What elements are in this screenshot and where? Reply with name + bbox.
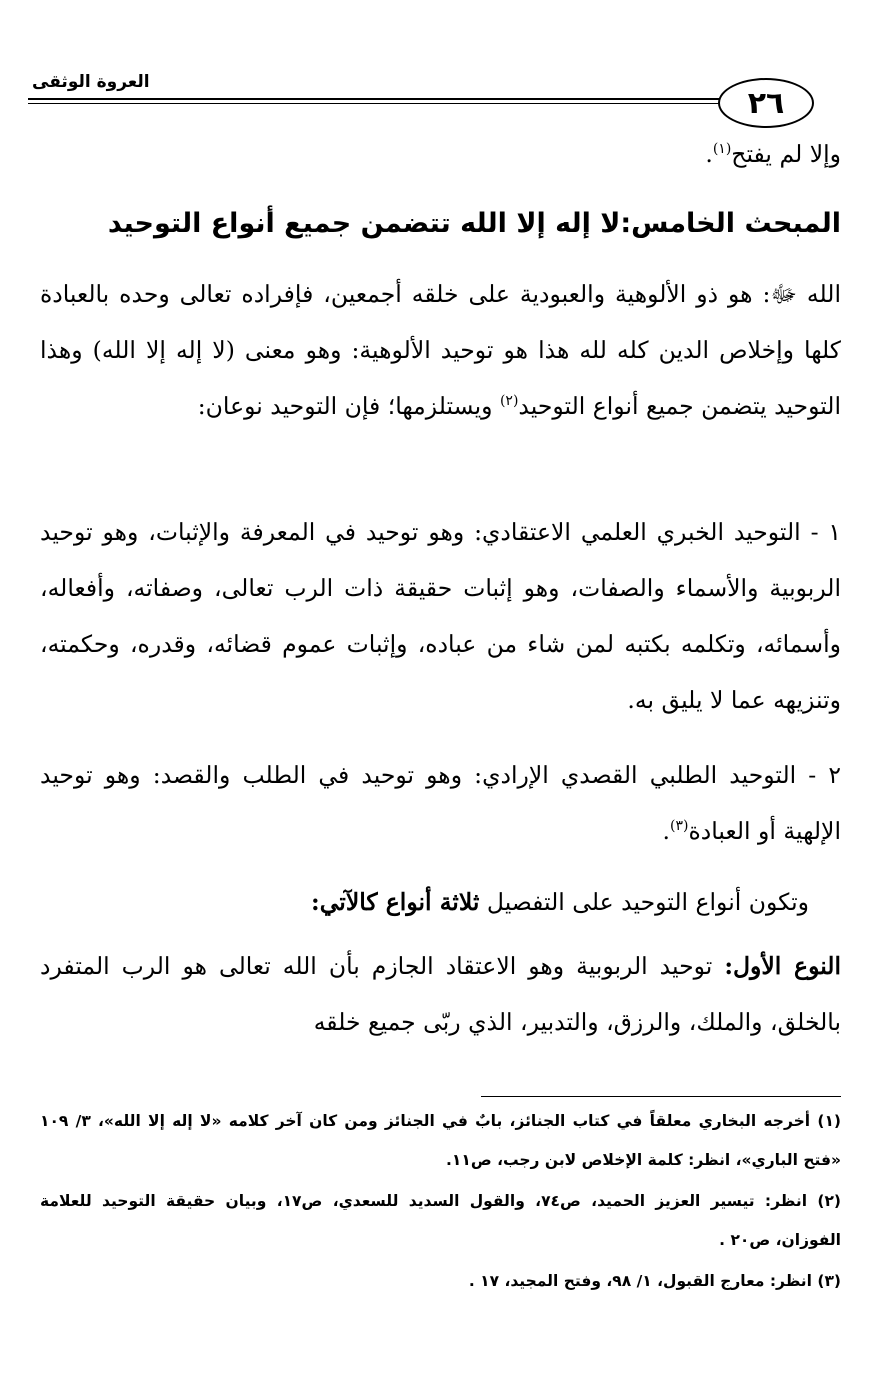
footnote-rule [481,1096,841,1097]
page-number: ٢٦ [718,78,814,128]
footnotes [40,1102,841,1303]
paragraph-divinity [40,266,841,434]
footnote-number: (١) [817,1112,841,1130]
footnote-marker-2[interactable]: (٢) [499,393,519,410]
continuation-end: . [705,140,713,168]
footnote-text: أخرجه البخاري معلقاً في كتاب الجنائز، بابٌ في الجنائز ومن كان آخر كلامه «لا إله إلا الله»، ٣/ ١٠٩ «فتح الباري»، انظر: كلمة الإخلاص لابن رجب، ص١١. [40,1112,841,1169]
paragraph-type-one: ١ - التوحيد الخبري العلمي الاعتقادي: وهو توحيد في المعرفة والإثبات، وهو توحيد الربوبية والأسماء والصفات، وهو إثبات حقيقة ذات الرب تعالى، وصفاته، وأفعاله، وأسمائه، وتكلمه بكتبه لمن شاء من عباده، وإثبات عموم قضائه، وقدره، وحكمته، وتنزيهه عما لا يليق به. [40,518,841,714]
footnote-marker-1[interactable]: (١) [712,141,732,158]
header-rule [28,98,738,104]
continuation-line [40,126,841,182]
three-types-lead: وتكون أنواع التوحيد على التفصيل [479,888,809,916]
footnote-3 [40,1262,841,1301]
footnote-text: انظر: تيسير العزيز الحميد، ص٧٤، والقول السديد للسعدي، ص١٧، وبيان حقيقة التوحيد للعلامة الفوزان، ص٢٠ . [40,1192,841,1249]
running-title: العروة الوثقى [32,72,150,92]
footnote-number: (٣) [817,1272,841,1290]
footnote-2 [40,1182,841,1260]
three-types-bold: ثلاثة أنواع كالآتي: [311,888,480,916]
paragraph-divinity-text: الله ﷻ: هو ذو الألوهية والعبودية على خلقه أجمعين، فإفراده تعالى وحده بالعبادة كلها وإخلاص الدين كله لله هذا هو توحيد الألوهية: وهو معنى (لا إله إلا الله) وهذا التوحيد يتضمن جميع أنواع التوحيد [40,280,841,420]
first-type-text: توحيد الربوبية وهو الاعتقاد الجازم بأن الله تعالى هو الرب المتفرد بالخلق، والملك، والرزق، والتدبير، الذي ربّى جميع خلقه [40,952,841,1036]
footnote-text: انظر: معارج القبول، ١/ ٩٨، وفتح المجيد، ١٧ . [468,1272,812,1290]
paragraph-type-two-text: ٢ - التوحيد الطلبي القصدي الإرادي: وهو توحيد في الطلب والقصد: وهو توحيد الإلهية أو العبادة [40,761,841,845]
section-heading: المبحث الخامس:لا إله إلا الله تتضمن جميع أنواع التوحيد [107,208,841,239]
paragraph-three-types [40,874,841,930]
continuation-text: وإلا لم يفتح [731,140,841,168]
paragraph-divinity-after: ويستلزمها؛ فإن التوحيد نوعان: [197,392,500,420]
paragraph-type-two-after: . [662,817,671,845]
footnote-number: (٢) [817,1192,842,1210]
footnote-marker-3[interactable]: (٣) [670,818,689,835]
first-type-label: النوع الأول: [724,952,841,980]
paragraph-type-two [40,747,841,859]
footnote-1 [40,1102,841,1180]
paragraph-first-type [40,938,841,1050]
